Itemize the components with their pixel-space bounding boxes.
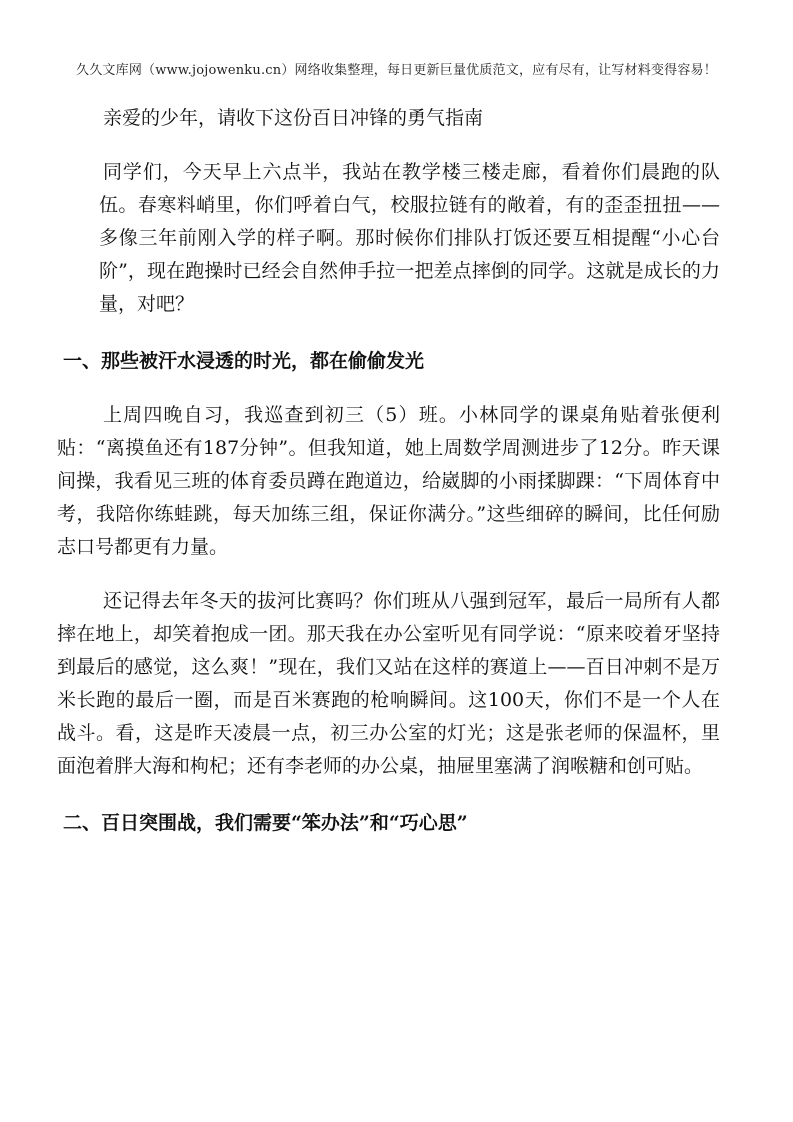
section-1-paragraph-2: 还记得去年冬天的拔河比赛吗？你们班从八强到冠军，最后一局所有人都摔在地上，却笑着抱成一团。那天我在办公室听见有同学说：“原来咬着牙坚持到最后的感觉，这么爽！”现在，我们又站在这样的赛道上——百日冲刺不是万米长跑的最后一圈，而是百米赛跑的枪响瞬间。这100天，你们不是一个人在战斗。看，这是昨天凌晨一点，初三办公室的灯光；这是张老师的保温杯，里面泡着胖大海和枸杞；还有李老师的办公桌，抽屉里塞满了润喉糖和创可贴。 <box>57 590 720 777</box>
section-1-paragraph-1: 上周四晚自习，我巡查到初三（5）班。小林同学的课桌角贴着张便利贴：“离摸鱼还有187分钟”。但我知道，她上周数学周测进步了12分。昨天课间操，我看见三班的体育委员蹲在跑道边，给崴脚的小雨揉脚踝：“下周体育中考，我陪你练蛙跳，每天加练三组，保证你满分。”这些细碎的瞬间，比任何励志口号都更有力量。 <box>57 404 720 558</box>
section-1-heading: 一、那些被汗水浸透的时光，都在偷偷发光 <box>63 350 425 372</box>
section-1 <box>57 345 720 840</box>
intro-block <box>99 156 720 321</box>
section-2-heading: 二、百日突围战，我们需要“笨办法”和“巧心思” <box>63 812 468 834</box>
document-body <box>57 102 720 840</box>
page-header: 久久文库网（www.jojowenku.cn）网络收集整理，每日更新巨量优质范文，应有尽有，让写材料变得容易！ <box>76 63 717 78</box>
paragraph-intro: 同学们，今天早上六点半，我站在教学楼三楼走廊，看着你们晨跑的队伍。春寒料峭里，你们呼着白气，校服拉链有的敞着，有的歪歪扭扭——多像三年前刚入学的样子啊。那时候你们排队打饭还要互相提醒“小心台阶”，现在跑操时已经会自然伸手拉一把差点摔倒的同学。这就是成长的力量，对吧？ <box>99 161 720 315</box>
document-title: 亲爱的少年，请收下这份百日冲锋的勇气指南 <box>103 107 484 129</box>
